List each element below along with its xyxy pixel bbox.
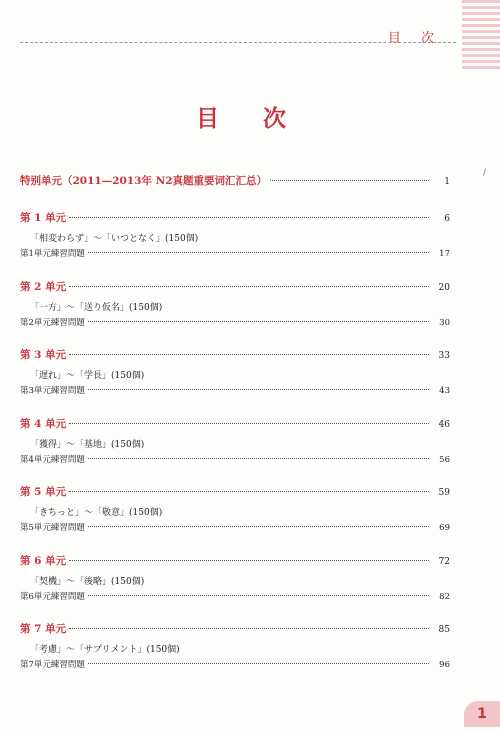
toc-entry-unit-5[interactable]	[20, 484, 450, 502]
dot-leader	[69, 491, 429, 492]
dot-leader	[69, 423, 429, 424]
dot-leader	[69, 560, 429, 561]
toc-page-number: 20	[438, 282, 450, 293]
toc-entry-special-unit[interactable]	[20, 173, 450, 191]
unit-title: 第 5 单元	[20, 486, 67, 498]
unit-word-range: 「獲得」～「基地」(150個)	[30, 439, 145, 450]
toc-page-number: 33	[438, 351, 450, 361]
toc-entry-exercise-4[interactable]	[20, 453, 450, 471]
toc-entry-exercise-1[interactable]	[20, 247, 450, 265]
toc-entry-exercise-2[interactable]	[20, 316, 450, 334]
corner-decoration	[462, 0, 500, 80]
dot-leader	[69, 217, 429, 218]
unit-title: 第 3 单元	[20, 349, 67, 361]
toc-page-number: 17	[439, 249, 450, 259]
unit-title: 第 6 单元	[20, 554, 67, 567]
toc-entry-exercise-7[interactable]	[20, 658, 450, 676]
toc-page-number: 85	[438, 625, 450, 635]
toc-page-number: 46	[438, 419, 450, 430]
exercise-title: 第1単元練習問題	[20, 249, 85, 259]
toc-page-number: 72	[438, 556, 450, 567]
toc-page-number: 96	[439, 660, 450, 670]
toc-entry-unit-1[interactable]	[20, 210, 450, 228]
unit-title: 第 2 单元	[20, 280, 67, 293]
toc-entry-label: 特别单元（2011—2013年 N2真题重要词汇汇总）	[20, 175, 268, 187]
dot-leader	[88, 321, 429, 322]
toc-entry-exercise-5[interactable]	[20, 521, 450, 539]
page-number-tab: 1	[464, 701, 500, 727]
toc-page-number: 82	[439, 591, 450, 602]
header-rule	[20, 42, 456, 43]
toc-page-number: 56	[439, 454, 450, 465]
toc-page-number: 43	[439, 386, 450, 396]
page-title: 目 次	[195, 105, 304, 132]
dot-leader	[69, 286, 429, 287]
toc-page-number: 6	[444, 214, 450, 224]
unit-word-range: 「一方」～「送り仮名」(150個)	[30, 302, 163, 313]
dot-leader	[69, 354, 429, 355]
unit-word-range: 「考慮」～「サプリメント」(150個)	[30, 645, 180, 655]
running-header: 目 次	[387, 31, 442, 46]
dot-leader	[88, 526, 429, 527]
unit-title: 第 7 单元	[20, 623, 67, 635]
toc-entry-unit-7[interactable]	[20, 621, 450, 639]
dot-leader	[88, 595, 429, 596]
dot-leader	[69, 628, 429, 629]
unit-title: 第 4 单元	[20, 417, 67, 430]
dot-leader	[88, 458, 429, 459]
unit-word-range: 「きちっと」～「敬意」(150個)	[30, 508, 163, 518]
exercise-title: 第5単元練習問題	[20, 523, 85, 533]
exercise-title: 第7単元練習問題	[20, 660, 85, 670]
dot-leader	[88, 663, 429, 664]
unit-word-range: 「遅れ」～「学長」(150個)	[30, 371, 145, 381]
dot-leader	[270, 180, 429, 181]
exercise-title: 第6単元練習問題	[20, 591, 85, 602]
toc-page-number: 1	[444, 177, 450, 187]
dot-leader	[88, 389, 429, 390]
exercise-title: 第4単元練習問題	[20, 454, 85, 465]
toc-entry-unit-6[interactable]	[20, 553, 450, 571]
toc-entry-unit-3[interactable]	[20, 347, 450, 365]
margin-mark: /	[482, 168, 486, 178]
toc-entry-exercise-3[interactable]	[20, 384, 450, 402]
toc-page-number: 69	[439, 523, 450, 533]
toc-entry-unit-2[interactable]	[20, 279, 450, 297]
toc-entry-unit-4[interactable]	[20, 416, 450, 434]
unit-title: 第 1 单元	[20, 212, 67, 224]
exercise-title: 第3単元練習問題	[20, 386, 85, 396]
toc-entry-exercise-6[interactable]	[20, 590, 450, 608]
unit-word-range: 「契機」～「後略」(150個)	[30, 576, 145, 587]
unit-word-range: 「相変わらず」～「いつとなく」(150個)	[30, 234, 199, 244]
toc-page-number: 59	[438, 488, 450, 498]
toc-page-number: 30	[439, 317, 450, 328]
dot-leader	[88, 252, 429, 253]
exercise-title: 第2単元練習問題	[20, 317, 85, 328]
